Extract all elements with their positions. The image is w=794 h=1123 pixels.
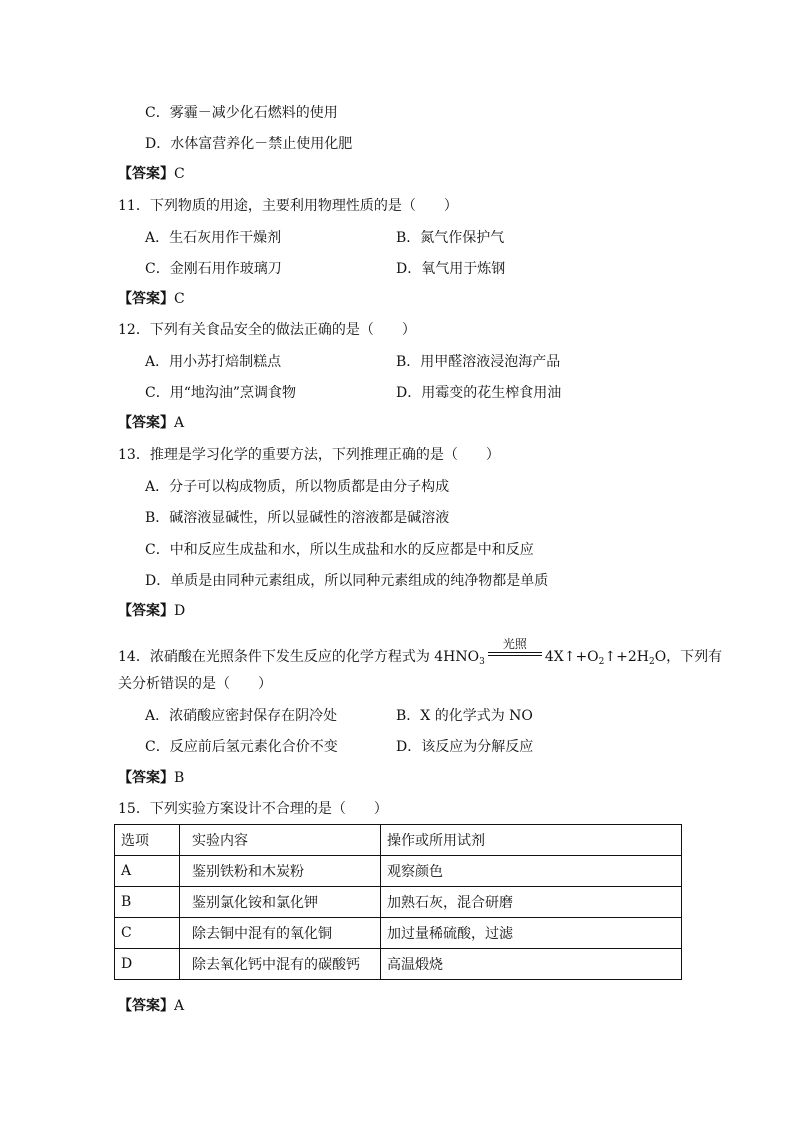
- q11-option-b: B．氮气作保护气: [396, 230, 505, 246]
- q14-option-d: D．该反应为分解反应: [396, 739, 534, 755]
- answer-label: 【答案】: [118, 291, 174, 307]
- reaction-condition-arrow: [488, 637, 542, 666]
- q15-answer: [118, 997, 184, 1015]
- table-cell: C: [115, 918, 180, 949]
- answer-value: C: [174, 166, 185, 182]
- table-cell: B: [115, 887, 180, 918]
- table-cell: 鉴别氯化铵和氯化钾: [180, 887, 381, 918]
- table-row: [115, 949, 682, 980]
- q10-answer: [118, 165, 185, 183]
- q11-option-a: A．生石灰用作干燥剂: [145, 230, 282, 246]
- answer-label: 【答案】: [118, 603, 174, 619]
- q12-stem: 12．下列有关食品安全的做法正确的是（ ）: [118, 322, 416, 338]
- q14-option-b: B．X 的化学式为 NO: [396, 708, 533, 724]
- table-header-row: [115, 825, 682, 856]
- table-row: [115, 887, 682, 918]
- q13-option-c: C．中和反应生成盐和水，所以生成盐和水的反应都是中和反应: [145, 542, 534, 558]
- q13-answer: [118, 602, 185, 620]
- answer-value: A: [174, 415, 185, 431]
- q14-stem-post: O，下列有: [654, 649, 723, 665]
- q13-option-a: A．分子可以构成物质，所以物质都是由分子构成: [145, 479, 450, 495]
- answer-label: 【答案】: [118, 166, 174, 182]
- answer-label: 【答案】: [118, 998, 174, 1014]
- table-cell: 除去铜中混有的氧化铜: [180, 918, 381, 949]
- q15-table: [114, 824, 682, 980]
- q12-option-d: D．用霉变的花生榨食用油: [396, 385, 562, 401]
- table-cell: A: [115, 856, 180, 887]
- q14-option-a: A．浓硝酸应密封保存在阴冷处: [145, 708, 338, 724]
- table-cell: 加过量稀硫酸，过滤: [381, 918, 682, 949]
- answer-value: B: [174, 770, 185, 786]
- q14-stem-line2: 关分析错误的是（ ）: [118, 676, 272, 692]
- answer-value: C: [174, 291, 185, 307]
- q12-option-a: A．用小苏打焙制糕点: [145, 354, 282, 370]
- table-row: [115, 856, 682, 887]
- q14-product-2: ↑+2H: [604, 649, 649, 665]
- table-cell: 除去氧化钙中混有的碳酸钙: [180, 949, 381, 980]
- q14-stem-pre: 14．浓硝酸在光照条件下发生反应的化学方程式为 4HNO: [118, 649, 480, 665]
- table-cell: 鉴别铁粉和木炭粉: [180, 856, 381, 887]
- q10-option-d: D．水体富营养化－禁止使用化肥: [145, 136, 353, 152]
- q14-option-c: C．反应前后氢元素化合价不变: [145, 739, 338, 755]
- answer-label: 【答案】: [118, 415, 174, 431]
- q11-answer: [118, 290, 185, 308]
- q13-stem: 13．推理是学习化学的重要方法，下列推理正确的是（ ）: [118, 447, 500, 463]
- table-header-cell: 实验内容: [180, 825, 381, 856]
- q12-option-c: C．用“地沟油”烹调食物: [145, 385, 297, 401]
- q13-option-d: D．单质是由同种元素组成，所以同种元素组成的纯净物都是单质: [145, 573, 549, 589]
- table-cell: 加熟石灰，混合研磨: [381, 887, 682, 918]
- q13-option-b: B．碱溶液显碱性，所以显碱性的溶液都是碱溶液: [145, 510, 450, 526]
- table-cell: 高温煅烧: [381, 949, 682, 980]
- q11-option-d: D．氧气用于炼钢: [396, 261, 506, 277]
- q11-option-c: C．金刚石用作玻璃刀: [145, 261, 282, 277]
- table-cell: D: [115, 949, 180, 980]
- q11-stem: 11．下列物质的用途，主要利用物理性质的是（ ）: [118, 198, 458, 214]
- q12-option-b: B．用甲醛溶液浸泡海产品: [396, 354, 561, 370]
- subscript: 2: [598, 657, 605, 667]
- subscript: 3: [479, 657, 485, 667]
- answer-label: 【答案】: [118, 770, 174, 786]
- table-header-cell: 选项: [115, 825, 180, 856]
- q10-option-c: C．雾霾－减少化石燃料的使用: [145, 105, 338, 121]
- answer-value: A: [174, 998, 185, 1014]
- q12-answer: [118, 414, 184, 432]
- q14-stem: [118, 637, 723, 671]
- table-header-cell: 操作或所用试剂: [381, 825, 682, 856]
- answer-value: D: [174, 603, 186, 619]
- reaction-condition: 光照: [502, 637, 527, 651]
- table-cell: 观察颜色: [381, 856, 682, 887]
- table-row: [115, 918, 682, 949]
- q14-answer: [118, 769, 184, 787]
- q15-stem: 15．下列实验方案设计不合理的是（ ）: [118, 801, 388, 817]
- q14-product-1: 4X↑+O: [544, 649, 599, 665]
- subscript: 2: [648, 657, 655, 667]
